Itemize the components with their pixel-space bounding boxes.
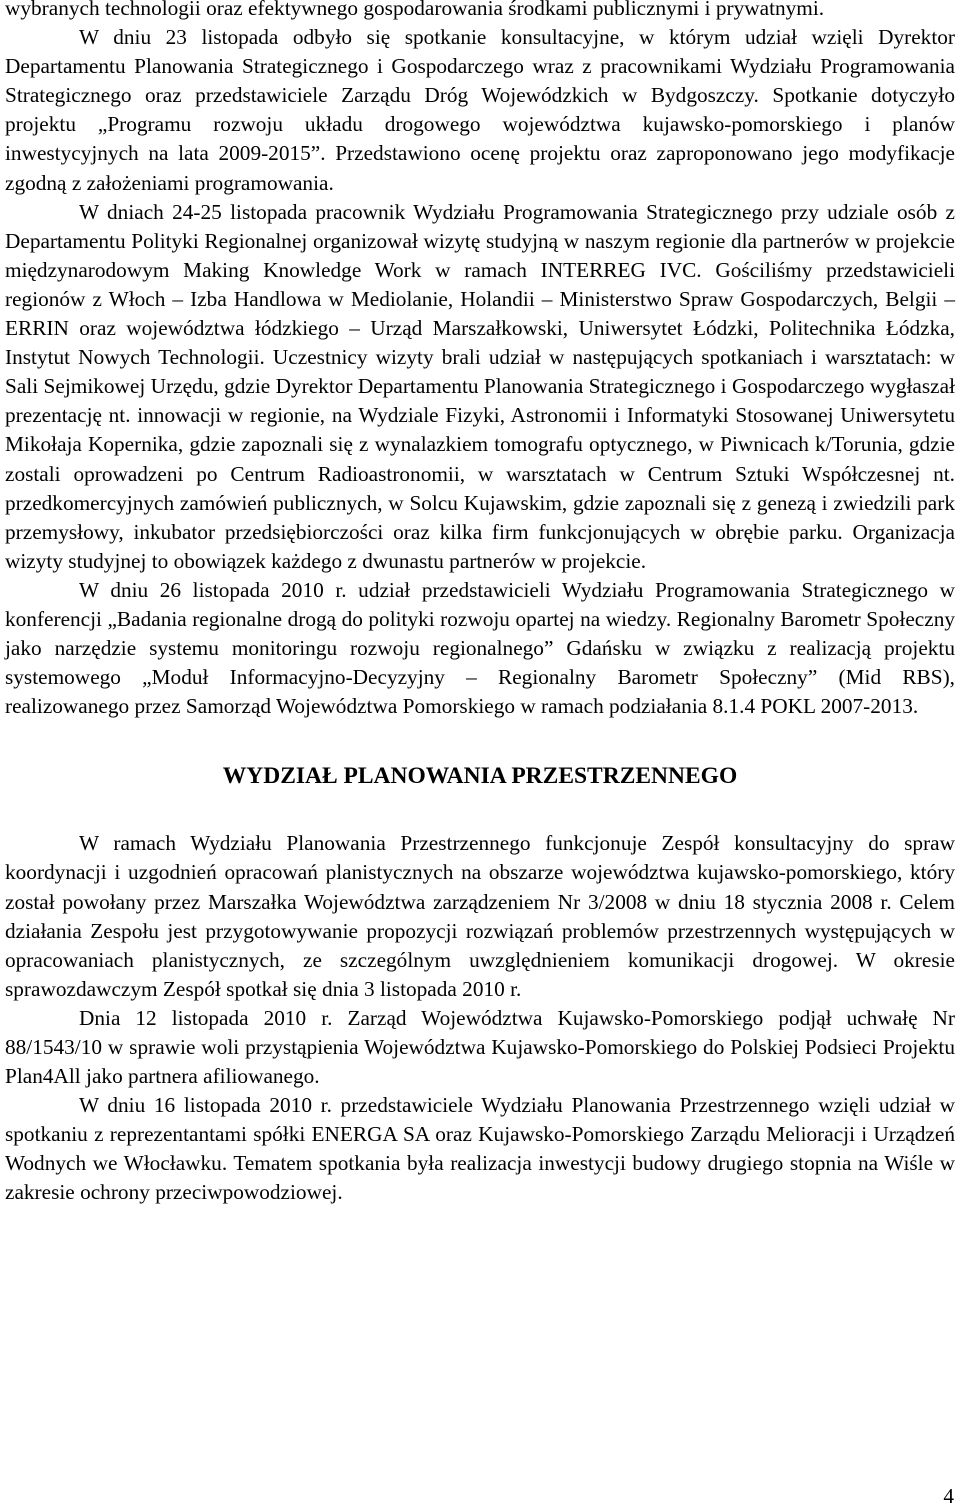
paragraph-study-visit: W dniach 24-25 listopada pracownik Wydziału Programowania Strategicznego przy udziale osób z Departamentu Polityki Regionalnej organizował wizytę studyjną w naszym regionie dla partnerów w projekcie międzynarodowym Making Knowledge Work w ramach INTERREG IVC. Gościliśmy przedstawicieli regionów z Włoch – Izba Handlowa w Mediolanie, Holandii – Ministerstwo Spraw Gospodarczych, Belgii – ERRIN oraz województwa łódzkiego – Urząd Marszałkowski, Uniwersytet Łódzki, Politechnika Łódzka, Instytut Nowych Technologii. Uczestnicy wizyty brali udział w następujących spotkaniach i warsztatach: w Sali Sejmikowej Urzędu, gdzie Dyrektor Departamentu Planowania Strategicznego i Gospodarczego wygłaszał prezentację nt. innowacji w regionie, na Wydziale Fizyki, Astronomii i Informatyki Stosowanej Uniwersytetu Mikołaja Kopernika, gdzie zapoznali się z wynalazkiem tomografu optycznego, w Piwnicach k/Torunia, gdzie zostali oprowadzeni po Centrum Radioastronomii, w warsztatach w Centrum Sztuki Współczesnej nt. przedkomercyjnych zamówień publicznych, w Solcu Kujawskim, gdzie zapoznali się z genezą i zwiedzili park przemysłowy, inkubator przedsiębiorczości oraz kilka firm funkcjonujących w obrębie parku. Organizacja wizyty studyjnej to obowiązek każdego z dwunastu partnerów w projekcie. (5, 199, 955, 573)
paragraph-conference: W dniu 26 listopada 2010 r. udział przedstawicieli Wydziału Programowania Strategicznego w konferencji „Badania regionalne drogą do polityki rozwoju opartej na wiedzy. Regionalny Barometr Społeczny jako narzędzie systemu monitoringu rozwoju regionalnego” Gdańsku w związku z realizacją projektu systemowego „Moduł Informacyjno-Decyzyjny – Regionalny Barometr Społeczny” (Mid RBS), realizowanego przez Samorząd Województwa Pomorskiego w ramach podziałania 8.1.4 POKL 2007-2013. (5, 577, 955, 719)
paragraph-consultation-team: W ramach Wydziału Planowania Przestrzennego funkcjonuje Zespół konsultacyjny do spraw koordynacji i uzgodnień opracowań planistycznych na obszarze województwa kujawsko-pomorskiego, który został powołany przez Marszałka Województwa zarządzeniem Nr 3/2008 w dniu 18 stycznia 2008 r. Celem działania Zespołu jest przygotowywanie propozycji rozwiązań problemów przestrzennych występujących w opracowaniach planistycznych, ze szczególnym uwzględnieniem komunikacji drogowej. W okresie sprawozdawczym Zespół spotkał się dnia 3 listopada 2010 r. (5, 831, 955, 1001)
paragraph-energa-meeting: W dniu 16 listopada 2010 r. przedstawiciele Wydziału Planowania Przestrzennego wzięli udział w spotkaniu z reprezentantami spółki ENERGA SA oraz Kujawsko-Pomorskiego Zarządu Melioracji i Urządzeń Wodnych we Włocławku. Tematem spotkania była realizacja inwestycji budowy drugiego stopnia na Wiśle w zakresie ochrony przeciwpowodziowej. (5, 1093, 955, 1205)
document-body (5, 0, 955, 1208)
paragraph-consultation-meeting: W dniu 23 listopada odbyło się spotkanie konsultacyjne, w którym udział wzięli Dyrektor Departamentu Planowania Strategicznego i Gospodarczego wraz z pracownikami Wydziału Programowania Strategicznego oraz przedstawiciele Zarządu Dróg Wojewódzkich w Bydgoszczy. Spotkanie dotyczyło projektu „Programu rozwoju układu drogowego województwa kujawsko-pomorskiego i planów inwestycyjnych na lata 2009-2015”. Przedstawiono ocenę projektu oraz zaproponowano jego modyfikacje zgodną z założeniami programowania. (5, 25, 955, 195)
section-heading: WYDZIAŁ PLANOWANIA PRZESTRZENNEGO (222, 763, 738, 790)
paragraph-continuation: wybranych technologii oraz efektywnego gospodarowania środkami publicznymi i prywatnymi. (5, 0, 825, 20)
page-number: 4 (943, 1484, 954, 1508)
paragraph-resolution: Dnia 12 listopada 2010 r. Zarząd Województwa Kujawsko-Pomorskiego podjął uchwałę Nr 88/1543/10 w sprawie woli przystąpienia Województwa Kujawsko-Pomorskiego do Polskiej Podsieci Projektu Plan4All jako partnera afiliowanego. (5, 1005, 955, 1089)
